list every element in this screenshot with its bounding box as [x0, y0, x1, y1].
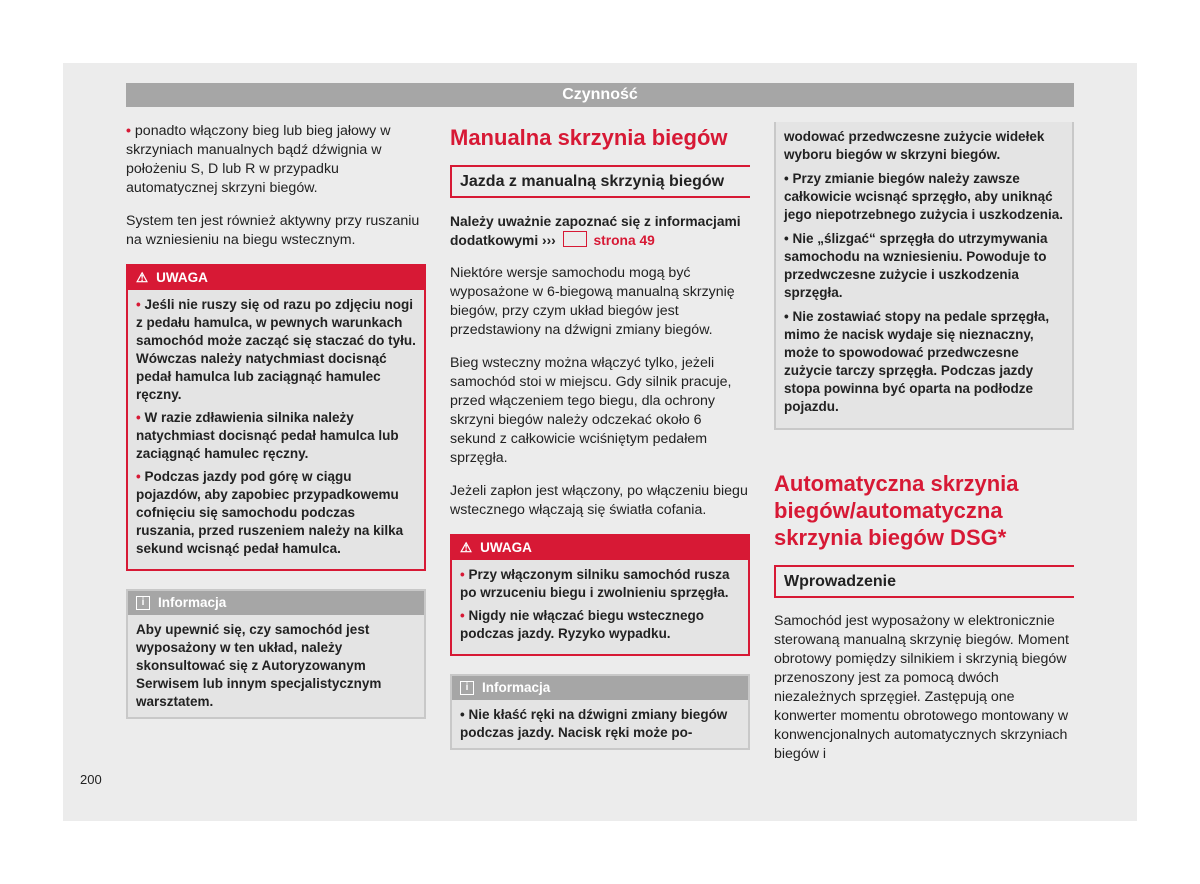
info-item-text: Nie zostawiać stopy na pedale sprzęgła, mimo że nacisk wydaje się nieznaczny, może to spowodować przedwczesne zużycie tarczy sprzęgła. Podczas jazdy stopa powinna być oparta na podłodze pojazdu. [784, 309, 1050, 414]
paragraph: Jeżeli zapłon jest włączony, po włączeniu biegu wstecznego włączają się światła cofania. [450, 483, 748, 518]
warning-item [136, 409, 416, 463]
warning-body [128, 290, 424, 569]
warning-header [452, 536, 748, 560]
info-item [784, 170, 1064, 224]
section-title: Automatyczna skrzynia biegów/automatyczna skrzynia biegów DSG* [774, 471, 1019, 550]
subsection-box [450, 165, 750, 198]
info-item-text: Nie „ślizgać“ sprzęgła do utrzymywania samochodu na wzniesieniu. Powoduje to przedwczesne zużycie i uszkodzenia sprzęgła. [784, 231, 1048, 300]
warning-item-text: W razie zdławienia silnika należy natychmiast docisnąć pedał hamulca lub zaciągnąć hamulec ręczny. [136, 410, 399, 461]
paragraph: Samochód jest wyposażony w elektronicznie sterowaną manualną skrzynię biegów. Moment obrotowy pomiędzy silnikiem i skrzynią biegów przenoszony jest za pomocą dwóch niezależnych sprzęgieł. Zastępują one konwerter momentu obrotowego montowany w konwencjonalnych automatycznych skrzyniach biegów i [774, 613, 1069, 762]
info-body: Aby upewnić się, czy samochód jest wyposażony w ten układ, należy skonsultować się z Autoryzowanym Serwisem lub innym specjalistycznym warsztatem. [136, 622, 382, 709]
info-header [452, 676, 748, 700]
warning-body [452, 560, 748, 654]
warning-box [126, 264, 426, 571]
warning-item-text: Podczas jazdy pod górę w ciągu pojazdów, aby zapobiec przypadkowemu cofnięciu się samochodu podczas ruszania, przed ruszeniem należy na kilka sekund wcisnąć pedał hamulca. [136, 469, 404, 556]
bullet-icon: • [460, 567, 469, 582]
column-2 [450, 124, 750, 750]
warning-item-text: Nigdy nie włączać biegu wstecznego podczas jazdy. Ryzyko wypadku. [460, 608, 705, 641]
warning-triangle-icon: ⚠ [460, 540, 473, 555]
warning-item-text: Jeśli nie ruszy się od razu po zdjęciu nogi z pedału hamulca, w pewnych warunkach samochód może zacząć się staczać do tyłu. Wówczas należy natychmiast docisnąć pedał hamulca lub zaciągnąć hamulec ręczny. [136, 297, 416, 402]
bullet-icon: • [784, 309, 793, 324]
info-item [784, 230, 1064, 302]
bullet-paragraph [126, 122, 426, 198]
warning-box [450, 534, 750, 656]
column-1 [126, 122, 426, 719]
section-header: Czynność [126, 83, 1074, 107]
warning-title: UWAGA [480, 540, 532, 555]
info-body [452, 700, 748, 748]
warning-title: UWAGA [156, 270, 208, 285]
bullet-icon: • [136, 469, 145, 484]
info-item [784, 308, 1064, 416]
warning-item [136, 468, 416, 558]
bullet-icon: • [784, 171, 793, 186]
info-title: Informacja [482, 680, 551, 695]
subsection-box [774, 565, 1074, 598]
bullet-icon: • [126, 123, 131, 139]
bullet-icon: • [784, 231, 793, 246]
bullet-text: ponadto włączony bieg lub bieg jałowy w skrzyniach manualnych bądź dźwignia w położeniu S, D lub R w przypadku automatycznej skrzyni biegów. [126, 123, 391, 196]
bullet-icon: • [460, 707, 469, 722]
warning-triangle-icon: ⚠ [136, 270, 149, 285]
warning-header [128, 266, 424, 290]
column-3 [774, 122, 1074, 778]
info-icon: i [460, 681, 474, 695]
page-reference-link[interactable]: strona 49 [593, 233, 655, 248]
subsection-title: Jazda z manualną skrzynią biegów [460, 173, 725, 190]
paragraph: Niektóre wersje samochodu mogą być wyposażone w 6-biegową manualną skrzynię biegów, przy czym układ biegów jest przedstawiony na dźwigni zmiany biegów. [450, 265, 735, 338]
info-text: Nie kłaść ręki na dźwigni zmiany biegów podczas jazdy. Nacisk ręki może po- [460, 707, 728, 740]
warning-item-text: Przy włączonym silniku samochód rusza po wrzuceniu biegu i zwolnieniu sprzęgła. [460, 567, 730, 600]
subsection-title: Wprowadzenie [784, 573, 897, 590]
info-icon: i [136, 596, 150, 610]
info-title: Informacja [158, 595, 227, 610]
section-title: Manualna skrzynia biegów [450, 125, 728, 150]
info-text: wodować przedwczesne zużycie widełek wyboru biegów w skrzyni biegów. [784, 129, 1045, 162]
paragraph: System ten jest również aktywny przy ruszaniu na wzniesieniu na biegu wstecznym. [126, 213, 420, 248]
info-box [450, 674, 750, 750]
info-item-text: Przy zmianie biegów należy zawsze całkowicie wcisnąć sprzęgło, aby uniknąć jego niepotrzebnego zużycia i uszkodzenia. [784, 171, 1064, 222]
lead-paragraph [450, 212, 750, 250]
info-box-continued [774, 122, 1074, 430]
bullet-icon: • [136, 297, 145, 312]
info-box [126, 589, 426, 719]
bullet-icon: • [136, 410, 145, 425]
book-reference-icon [563, 231, 587, 247]
warning-item [460, 566, 740, 602]
warning-item [136, 296, 416, 404]
paragraph: Bieg wsteczny można włączyć tylko, jeżeli samochód stoi w miejscu. Gdy silnik pracuje, przed włączeniem tego biegu, dla ochrony skrzyni biegów należy odczekać około 6 sekund z całkowicie wciśniętym pedałem sprzęgła. [450, 355, 732, 466]
lead-text: Należy uważnie zapoznać się z informacjami dodatkowymi ››› [450, 214, 741, 248]
info-header [128, 591, 424, 615]
warning-item [460, 607, 740, 643]
bullet-icon: • [460, 608, 469, 623]
page-number: 200 [80, 772, 102, 787]
